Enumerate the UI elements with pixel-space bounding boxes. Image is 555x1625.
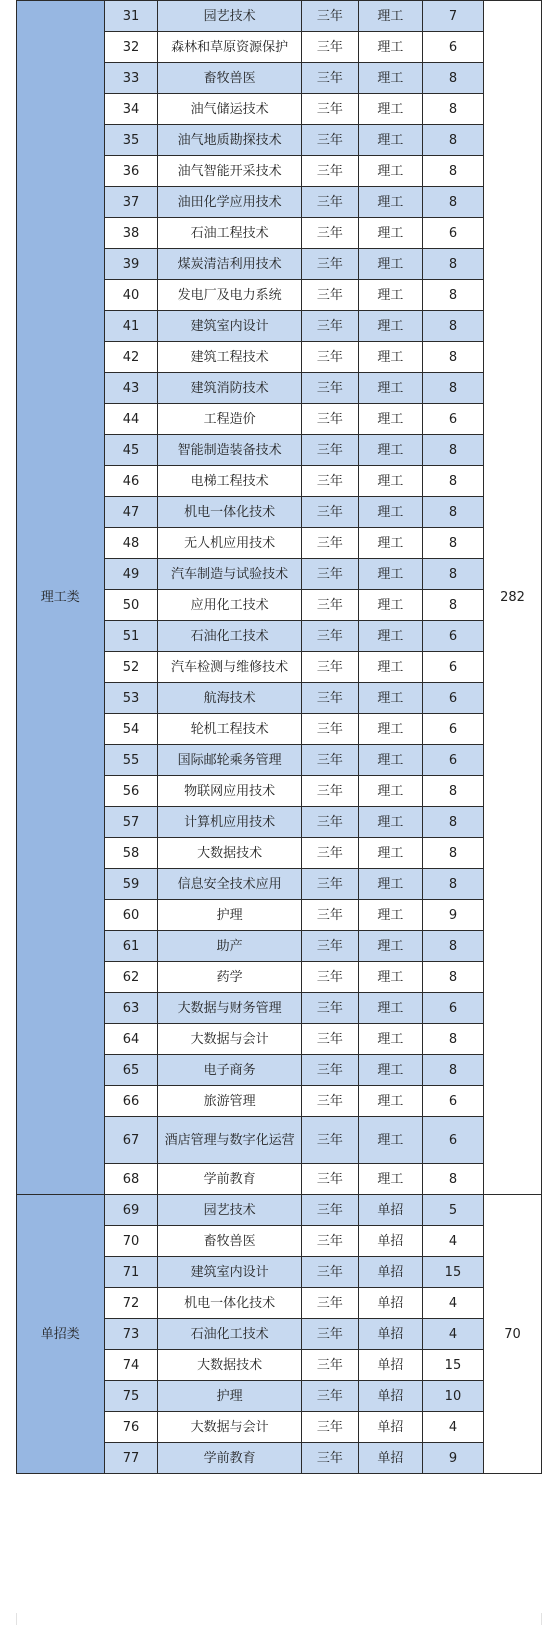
enroll-type-cell: 理工 [358, 652, 422, 683]
enroll-type-cell: 理工 [358, 156, 422, 187]
enroll-type-cell: 理工 [358, 280, 422, 311]
quota-cell: 8 [422, 435, 483, 466]
row-number-cell: 55 [104, 745, 158, 776]
quota-cell: 6 [422, 1086, 483, 1117]
major-name-cell: 学前教育 [158, 1443, 301, 1474]
table-row [17, 1195, 542, 1226]
enroll-type-cell: 理工 [358, 528, 422, 559]
major-name-cell: 畜牧兽医 [158, 1226, 301, 1257]
duration-cell: 三年 [301, 838, 358, 869]
row-number-cell: 68 [104, 1164, 158, 1195]
major-name-cell: 汽车制造与试验技术 [158, 559, 301, 590]
row-number-cell: 40 [104, 280, 158, 311]
duration-cell: 三年 [301, 1024, 358, 1055]
enroll-type-cell: 理工 [358, 621, 422, 652]
duration-cell: 三年 [301, 63, 358, 94]
quota-cell: 8 [422, 373, 483, 404]
row-number-cell: 31 [104, 1, 158, 32]
duration-cell: 三年 [301, 1381, 358, 1412]
quota-cell: 8 [422, 156, 483, 187]
quota-cell: 15 [422, 1350, 483, 1381]
major-name-cell: 旅游管理 [158, 1086, 301, 1117]
major-name-cell: 护理 [158, 1381, 301, 1412]
major-name-cell: 电梯工程技术 [158, 466, 301, 497]
enroll-type-cell: 理工 [358, 94, 422, 125]
major-name-cell: 酒店管理与数字化运营 [158, 1117, 301, 1164]
enroll-type-cell: 理工 [358, 497, 422, 528]
enroll-type-cell: 理工 [358, 683, 422, 714]
row-number-cell: 71 [104, 1257, 158, 1288]
major-name-cell: 国际邮轮乘务管理 [158, 745, 301, 776]
enroll-type-cell: 理工 [358, 187, 422, 218]
major-name-cell: 建筑室内设计 [158, 311, 301, 342]
major-name-cell: 油气地质勘探技术 [158, 125, 301, 156]
row-number-cell: 56 [104, 776, 158, 807]
enroll-type-cell: 单招 [358, 1381, 422, 1412]
row-number-cell: 49 [104, 559, 158, 590]
row-number-cell: 53 [104, 683, 158, 714]
row-number-cell: 48 [104, 528, 158, 559]
enroll-type-cell: 理工 [358, 776, 422, 807]
quota-cell: 8 [422, 497, 483, 528]
enroll-type-cell: 理工 [358, 993, 422, 1024]
row-number-cell: 50 [104, 590, 158, 621]
enroll-type-cell: 单招 [358, 1443, 422, 1474]
row-number-cell: 57 [104, 807, 158, 838]
quota-cell: 8 [422, 807, 483, 838]
quota-cell: 8 [422, 94, 483, 125]
table-row [17, 1, 542, 32]
table-bottom-edge [16, 1613, 542, 1625]
duration-cell: 三年 [301, 373, 358, 404]
enroll-type-cell: 理工 [358, 63, 422, 94]
quota-cell: 9 [422, 1443, 483, 1474]
duration-cell: 三年 [301, 404, 358, 435]
duration-cell: 三年 [301, 1055, 358, 1086]
major-name-cell: 航海技术 [158, 683, 301, 714]
duration-cell: 三年 [301, 280, 358, 311]
duration-cell: 三年 [301, 1, 358, 32]
major-name-cell: 煤炭清洁利用技术 [158, 249, 301, 280]
row-number-cell: 59 [104, 869, 158, 900]
duration-cell: 三年 [301, 1288, 358, 1319]
duration-cell: 三年 [301, 187, 358, 218]
row-number-cell: 69 [104, 1195, 158, 1226]
duration-cell: 三年 [301, 1086, 358, 1117]
major-name-cell: 药学 [158, 962, 301, 993]
duration-cell: 三年 [301, 745, 358, 776]
row-number-cell: 34 [104, 94, 158, 125]
row-number-cell: 43 [104, 373, 158, 404]
quota-cell: 10 [422, 1381, 483, 1412]
major-name-cell: 工程造价 [158, 404, 301, 435]
enroll-type-cell: 理工 [358, 1086, 422, 1117]
quota-cell: 6 [422, 714, 483, 745]
quota-cell: 8 [422, 776, 483, 807]
major-name-cell: 学前教育 [158, 1164, 301, 1195]
quota-cell: 6 [422, 621, 483, 652]
quota-cell: 8 [422, 187, 483, 218]
major-name-cell: 油气智能开采技术 [158, 156, 301, 187]
enroll-type-cell: 理工 [358, 1164, 422, 1195]
quota-cell: 4 [422, 1412, 483, 1443]
enroll-type-cell: 单招 [358, 1412, 422, 1443]
row-number-cell: 42 [104, 342, 158, 373]
enroll-type-cell: 理工 [358, 32, 422, 63]
duration-cell: 三年 [301, 125, 358, 156]
quota-cell: 8 [422, 1024, 483, 1055]
enroll-type-cell: 理工 [358, 125, 422, 156]
quota-cell: 8 [422, 466, 483, 497]
row-number-cell: 52 [104, 652, 158, 683]
major-name-cell: 智能制造装备技术 [158, 435, 301, 466]
major-name-cell: 大数据技术 [158, 838, 301, 869]
row-number-cell: 45 [104, 435, 158, 466]
major-name-cell: 汽车检测与维修技术 [158, 652, 301, 683]
enroll-type-cell: 理工 [358, 1024, 422, 1055]
row-number-cell: 47 [104, 497, 158, 528]
quota-cell: 4 [422, 1319, 483, 1350]
enroll-type-cell: 理工 [358, 311, 422, 342]
row-number-cell: 65 [104, 1055, 158, 1086]
enroll-type-cell: 理工 [358, 1117, 422, 1164]
quota-cell: 4 [422, 1226, 483, 1257]
duration-cell: 三年 [301, 962, 358, 993]
row-number-cell: 33 [104, 63, 158, 94]
enroll-type-cell: 单招 [358, 1195, 422, 1226]
quota-cell: 8 [422, 838, 483, 869]
row-number-cell: 44 [104, 404, 158, 435]
quota-cell: 8 [422, 528, 483, 559]
duration-cell: 三年 [301, 342, 358, 373]
row-number-cell: 60 [104, 900, 158, 931]
duration-cell: 三年 [301, 497, 358, 528]
enroll-type-cell: 单招 [358, 1350, 422, 1381]
major-name-cell: 大数据与财务管理 [158, 993, 301, 1024]
major-name-cell: 机电一体化技术 [158, 497, 301, 528]
duration-cell: 三年 [301, 714, 358, 745]
enroll-type-cell: 单招 [358, 1257, 422, 1288]
quota-cell: 8 [422, 931, 483, 962]
enroll-type-cell: 理工 [358, 590, 422, 621]
quota-cell: 5 [422, 1195, 483, 1226]
row-number-cell: 61 [104, 931, 158, 962]
enroll-type-cell: 理工 [358, 1, 422, 32]
quota-cell: 6 [422, 652, 483, 683]
major-name-cell: 油气储运技术 [158, 94, 301, 125]
major-name-cell: 物联网应用技术 [158, 776, 301, 807]
enroll-type-cell: 理工 [358, 404, 422, 435]
row-number-cell: 41 [104, 311, 158, 342]
row-number-cell: 32 [104, 32, 158, 63]
major-name-cell: 应用化工技术 [158, 590, 301, 621]
enroll-type-cell: 理工 [358, 869, 422, 900]
enroll-type-cell: 理工 [358, 1055, 422, 1086]
enroll-type-cell: 理工 [358, 342, 422, 373]
duration-cell: 三年 [301, 807, 358, 838]
quota-cell: 15 [422, 1257, 483, 1288]
major-name-cell: 大数据技术 [158, 1350, 301, 1381]
enroll-type-cell: 理工 [358, 559, 422, 590]
major-name-cell: 无人机应用技术 [158, 528, 301, 559]
quota-cell: 8 [422, 311, 483, 342]
enroll-type-cell: 理工 [358, 218, 422, 249]
row-number-cell: 76 [104, 1412, 158, 1443]
quota-cell: 8 [422, 342, 483, 373]
enroll-type-cell: 理工 [358, 962, 422, 993]
duration-cell: 三年 [301, 1412, 358, 1443]
major-name-cell: 建筑工程技术 [158, 342, 301, 373]
row-number-cell: 46 [104, 466, 158, 497]
row-number-cell: 39 [104, 249, 158, 280]
enroll-type-cell: 单招 [358, 1226, 422, 1257]
row-number-cell: 36 [104, 156, 158, 187]
quota-cell: 8 [422, 249, 483, 280]
row-number-cell: 67 [104, 1117, 158, 1164]
row-number-cell: 54 [104, 714, 158, 745]
duration-cell: 三年 [301, 156, 358, 187]
row-number-cell: 66 [104, 1086, 158, 1117]
duration-cell: 三年 [301, 1117, 358, 1164]
quota-cell: 8 [422, 280, 483, 311]
duration-cell: 三年 [301, 435, 358, 466]
major-name-cell: 大数据与会计 [158, 1024, 301, 1055]
major-name-cell: 机电一体化技术 [158, 1288, 301, 1319]
quota-cell: 6 [422, 993, 483, 1024]
row-number-cell: 62 [104, 962, 158, 993]
major-name-cell: 发电厂及电力系统 [158, 280, 301, 311]
quota-cell: 8 [422, 63, 483, 94]
enroll-type-cell: 理工 [358, 745, 422, 776]
enroll-type-cell: 理工 [358, 249, 422, 280]
duration-cell: 三年 [301, 652, 358, 683]
major-name-cell: 石油化工技术 [158, 1319, 301, 1350]
row-number-cell: 64 [104, 1024, 158, 1055]
enroll-type-cell: 理工 [358, 931, 422, 962]
row-number-cell: 51 [104, 621, 158, 652]
row-number-cell: 73 [104, 1319, 158, 1350]
row-number-cell: 70 [104, 1226, 158, 1257]
duration-cell: 三年 [301, 1443, 358, 1474]
quota-cell: 6 [422, 32, 483, 63]
major-name-cell: 园艺技术 [158, 1195, 301, 1226]
row-number-cell: 75 [104, 1381, 158, 1412]
major-name-cell: 护理 [158, 900, 301, 931]
enroll-type-cell: 单招 [358, 1319, 422, 1350]
duration-cell: 三年 [301, 590, 358, 621]
quota-cell: 8 [422, 1055, 483, 1086]
major-name-cell: 畜牧兽医 [158, 63, 301, 94]
enroll-type-cell: 理工 [358, 714, 422, 745]
category-total-cell: 70 [483, 1195, 541, 1474]
row-number-cell: 77 [104, 1443, 158, 1474]
quota-cell: 8 [422, 590, 483, 621]
duration-cell: 三年 [301, 1226, 358, 1257]
duration-cell: 三年 [301, 900, 358, 931]
row-number-cell: 74 [104, 1350, 158, 1381]
duration-cell: 三年 [301, 94, 358, 125]
quota-cell: 6 [422, 404, 483, 435]
row-number-cell: 58 [104, 838, 158, 869]
duration-cell: 三年 [301, 1195, 358, 1226]
major-name-cell: 轮机工程技术 [158, 714, 301, 745]
row-number-cell: 72 [104, 1288, 158, 1319]
duration-cell: 三年 [301, 1350, 358, 1381]
quota-cell: 6 [422, 745, 483, 776]
row-number-cell: 35 [104, 125, 158, 156]
enroll-type-cell: 理工 [358, 838, 422, 869]
category-cell: 理工类 [17, 1, 105, 1195]
duration-cell: 三年 [301, 311, 358, 342]
enroll-type-cell: 理工 [358, 435, 422, 466]
quota-cell: 8 [422, 125, 483, 156]
duration-cell: 三年 [301, 776, 358, 807]
quota-cell: 8 [422, 559, 483, 590]
duration-cell: 三年 [301, 528, 358, 559]
major-name-cell: 电子商务 [158, 1055, 301, 1086]
duration-cell: 三年 [301, 683, 358, 714]
duration-cell: 三年 [301, 32, 358, 63]
major-name-cell: 建筑消防技术 [158, 373, 301, 404]
duration-cell: 三年 [301, 621, 358, 652]
duration-cell: 三年 [301, 869, 358, 900]
quota-cell: 9 [422, 900, 483, 931]
row-number-cell: 37 [104, 187, 158, 218]
major-name-cell: 大数据与会计 [158, 1412, 301, 1443]
duration-cell: 三年 [301, 466, 358, 497]
duration-cell: 三年 [301, 1319, 358, 1350]
duration-cell: 三年 [301, 218, 358, 249]
major-name-cell: 助产 [158, 931, 301, 962]
major-name-cell: 石油工程技术 [158, 218, 301, 249]
duration-cell: 三年 [301, 559, 358, 590]
quota-cell: 8 [422, 962, 483, 993]
category-total-cell: 282 [483, 1, 541, 1195]
enroll-type-cell: 单招 [358, 1288, 422, 1319]
major-name-cell: 园艺技术 [158, 1, 301, 32]
duration-cell: 三年 [301, 931, 358, 962]
quota-cell: 8 [422, 1164, 483, 1195]
duration-cell: 三年 [301, 249, 358, 280]
major-name-cell: 计算机应用技术 [158, 807, 301, 838]
major-name-cell: 建筑室内设计 [158, 1257, 301, 1288]
quota-cell: 7 [422, 1, 483, 32]
category-cell: 单招类 [17, 1195, 105, 1474]
quota-cell: 6 [422, 218, 483, 249]
duration-cell: 三年 [301, 1257, 358, 1288]
enroll-type-cell: 理工 [358, 373, 422, 404]
major-name-cell: 石油化工技术 [158, 621, 301, 652]
enroll-type-cell: 理工 [358, 466, 422, 497]
major-name-cell: 油田化学应用技术 [158, 187, 301, 218]
duration-cell: 三年 [301, 1164, 358, 1195]
enroll-type-cell: 理工 [358, 807, 422, 838]
major-name-cell: 森林和草原资源保护 [158, 32, 301, 63]
major-name-cell: 信息安全技术应用 [158, 869, 301, 900]
row-number-cell: 38 [104, 218, 158, 249]
enroll-type-cell: 理工 [358, 900, 422, 931]
quota-cell: 6 [422, 683, 483, 714]
quota-cell: 4 [422, 1288, 483, 1319]
duration-cell: 三年 [301, 993, 358, 1024]
enrollment-plan-table [16, 0, 542, 1474]
row-number-cell: 63 [104, 993, 158, 1024]
quota-cell: 6 [422, 1117, 483, 1164]
quota-cell: 8 [422, 869, 483, 900]
